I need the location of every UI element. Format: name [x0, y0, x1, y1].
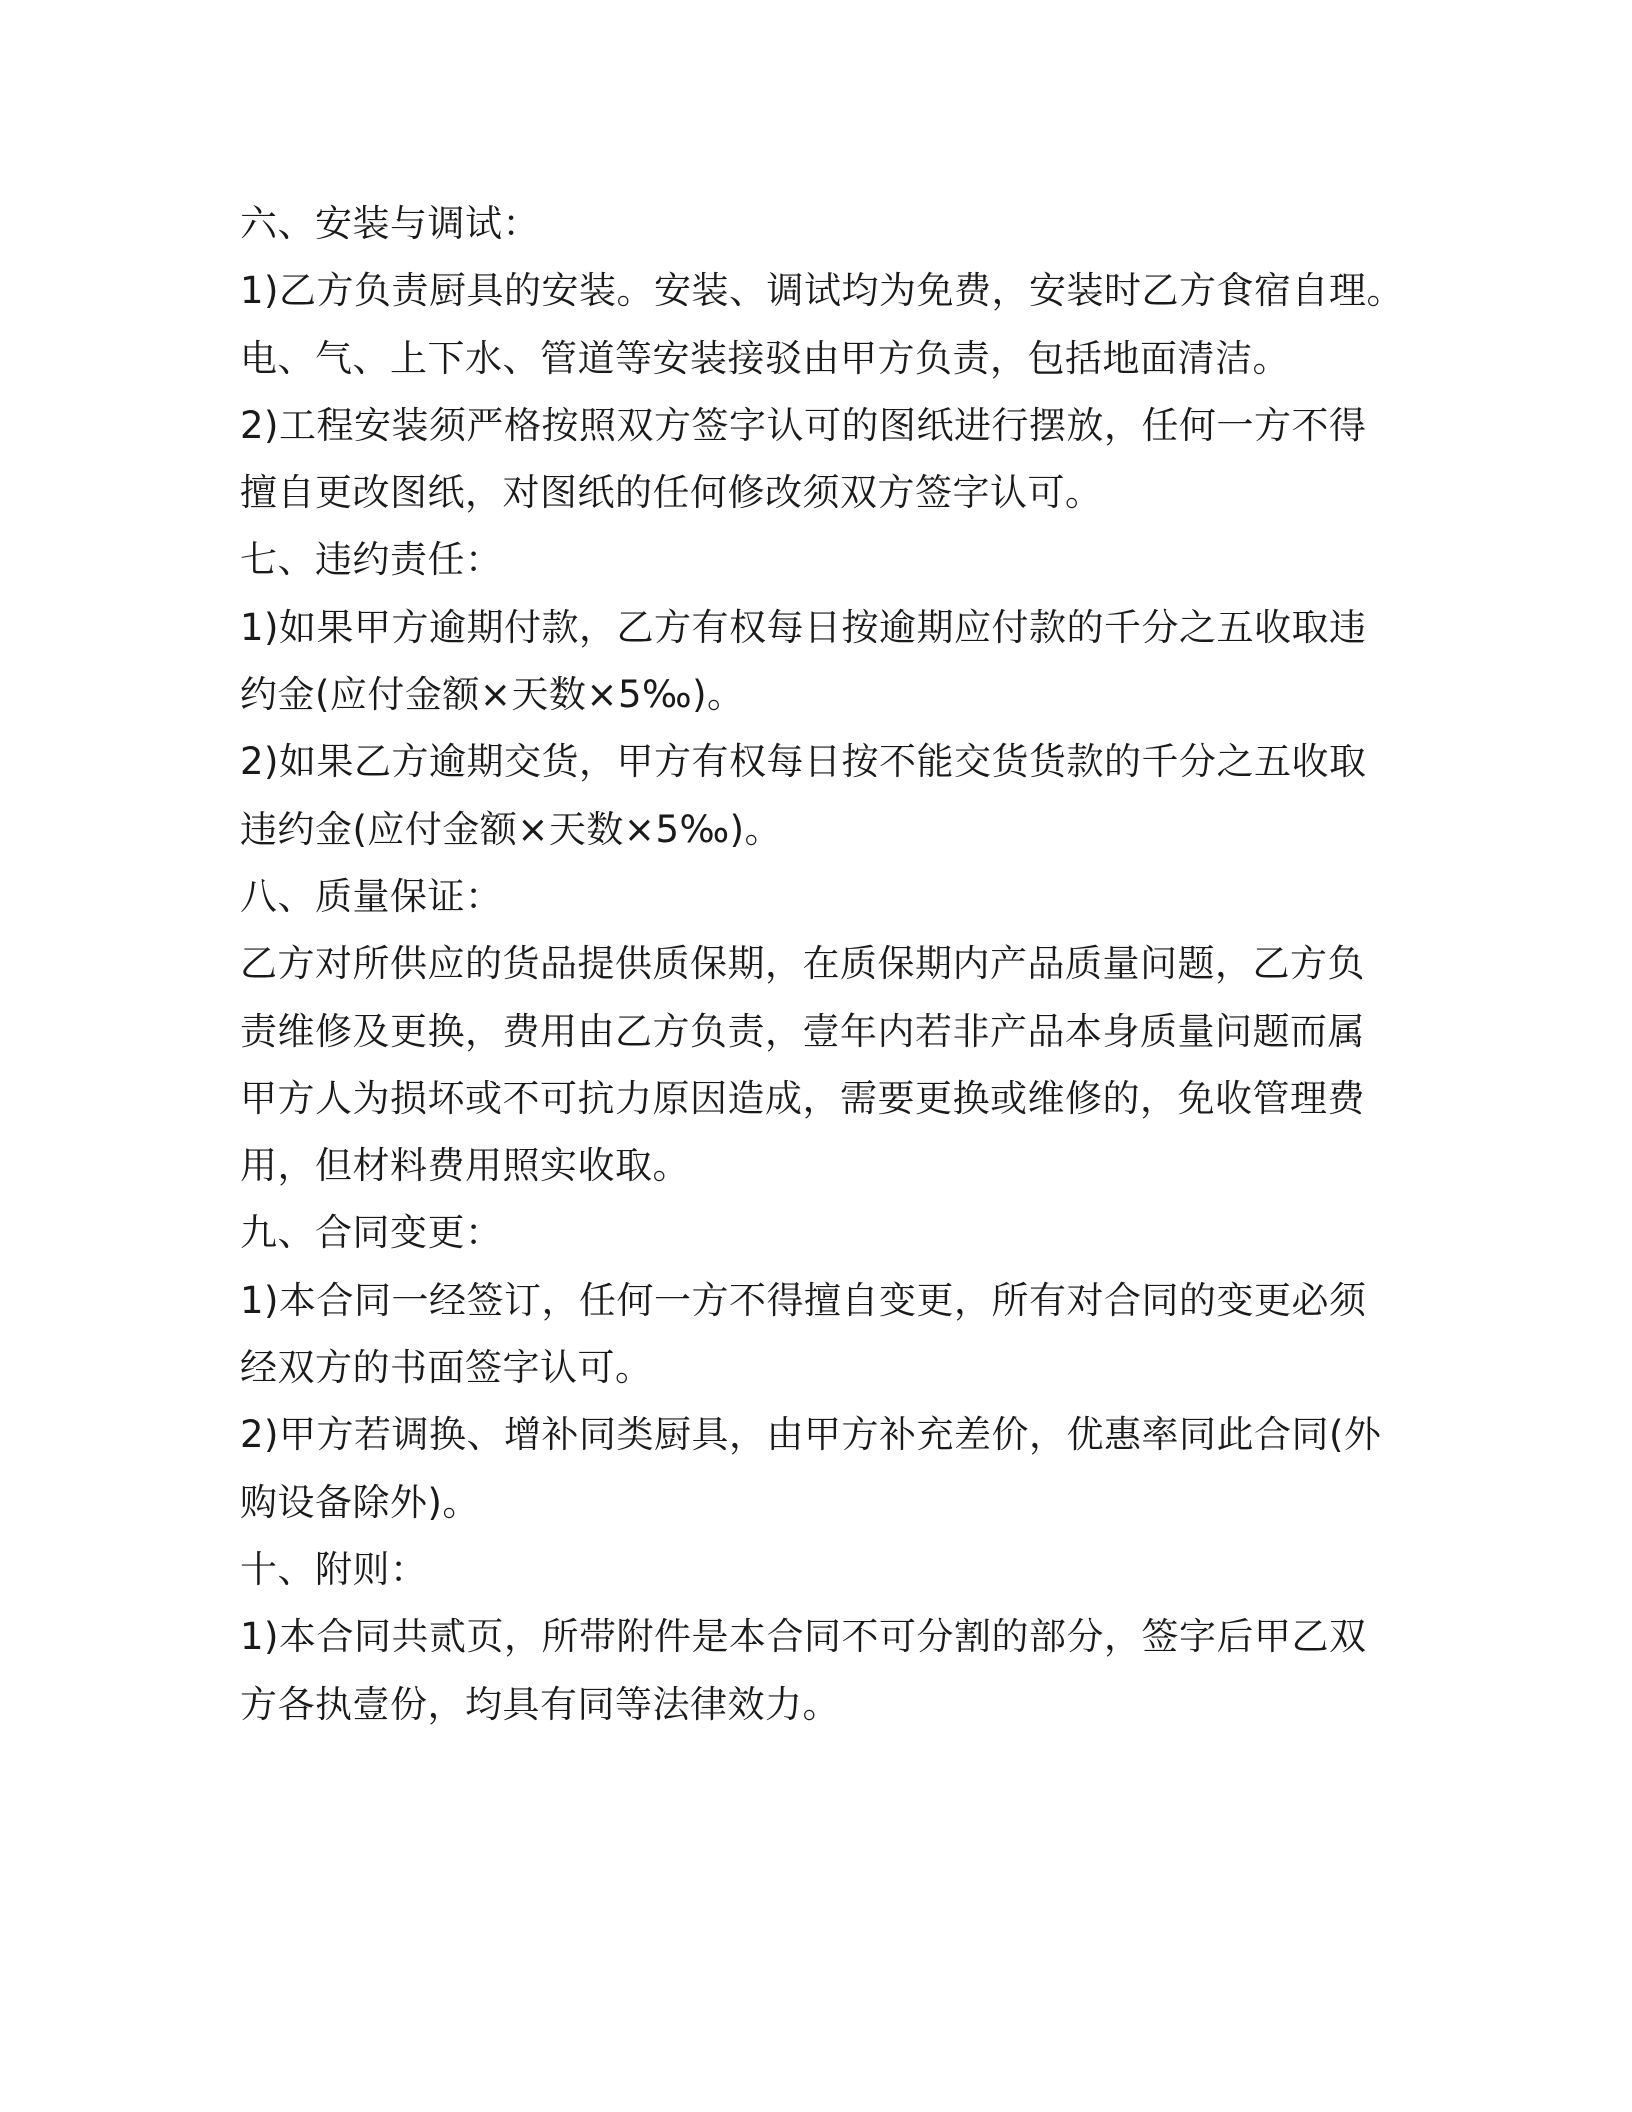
paragraph-line: 方各执壹份，均具有同等法律效力。 — [240, 1682, 840, 1726]
section-heading-installation: 六、安装与调试： — [240, 202, 540, 245]
section-heading-liability: 七、违约责任： — [240, 538, 503, 582]
paragraph-line: 2)如果乙方逾期交货，甲方有权每日按不能交货货款的千分之五收取 — [240, 740, 1367, 784]
paragraph-line: 甲方人为损坏或不可抗力原因造成，需要更换或维修的，免收管理费 — [240, 1076, 1365, 1120]
paragraph-line: 用，但材料费用照实收取。 — [240, 1144, 690, 1188]
paragraph-line: 2)工程安装须严格按照双方签字认可的图纸进行摆放，任何一方不得 — [240, 403, 1367, 447]
paragraph-line: 1)乙方负责厨具的安装。安装、调试均为免费，安装时乙方食宿自理。 — [240, 269, 1404, 313]
contract-text — [240, 190, 1404, 1738]
paragraph-line: 电、气、上下水、管道等安装接驳由甲方负责，包括地面清洁。 — [240, 336, 1290, 380]
paragraph-line: 经双方的书面签字认可。 — [240, 1346, 653, 1390]
paragraph-line: 乙方对所供应的货品提供质保期，在质保期内产品质量问题，乙方负 — [240, 942, 1365, 986]
paragraph-line: 约金(应付金额×天数×5‰)。 — [240, 673, 745, 717]
section-heading-appendix: 十、附则： — [240, 1547, 428, 1591]
paragraph-line: 购设备除外)。 — [240, 1480, 480, 1524]
paragraph-line: 擅自更改图纸，对图纸的任何修改须双方签字认可。 — [240, 471, 1103, 515]
paragraph-line: 1)本合同共贰页，所带附件是本合同不可分割的部分，签字后甲乙双 — [240, 1615, 1367, 1659]
paragraph-line: 1)本合同一经签订，任何一方不得擅自变更，所有对合同的变更必须 — [240, 1278, 1367, 1322]
paragraph-line: 2)甲方若调换、增补同类厨具，由甲方补充差价，优惠率同此合同(外 — [240, 1413, 1382, 1457]
paragraph-line: 责维修及更换，费用由乙方负责，壹年内若非产品本身质量问题而属 — [240, 1009, 1365, 1053]
paragraph-line: 违约金(应付金额×天数×5‰)。 — [240, 807, 783, 851]
section-heading-quality: 八、质量保证： — [240, 874, 503, 918]
section-heading-changes: 九、合同变更： — [240, 1211, 503, 1255]
paragraph-line: 1)如果甲方逾期付款，乙方有权每日按逾期应付款的千分之五收取违 — [240, 605, 1367, 649]
